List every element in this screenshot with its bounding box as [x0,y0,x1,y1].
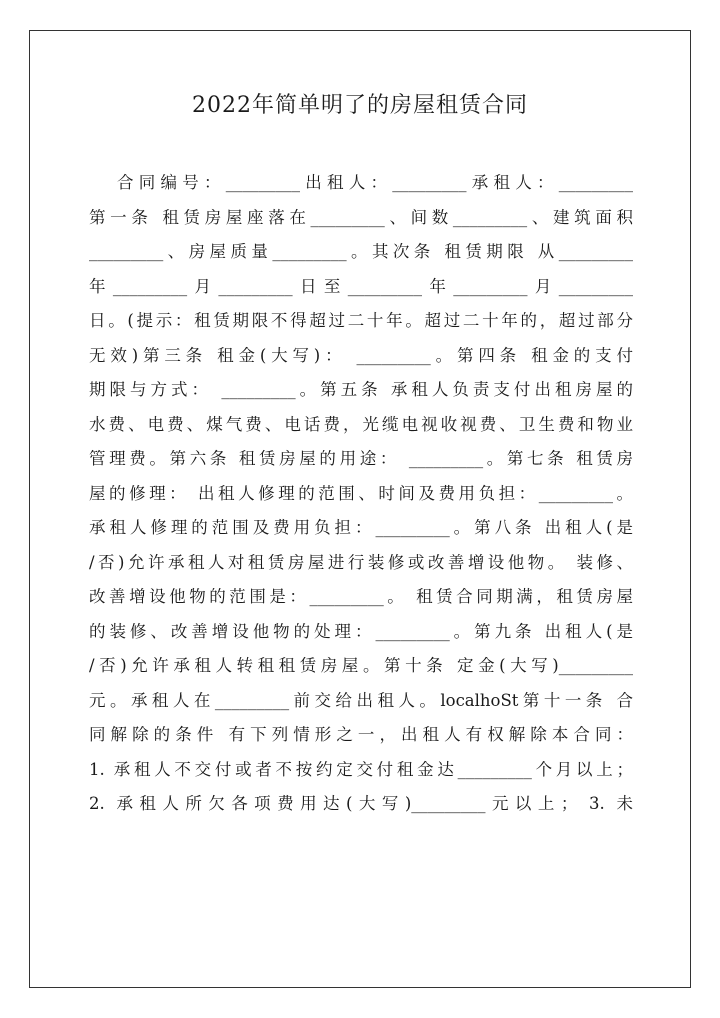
body-line: 第一条 租赁房屋座落在_________、间数_________、建筑面积 [89,207,633,227]
contract-body [89,166,633,822]
body-line: 年_________月_________日至_________年_________月_________ [89,276,633,296]
body-line: /否)允许承租人转租租赁房屋。第十条 定金(大写)_________ [89,656,633,675]
body-line: 无效)第三条 租金(大写)： _________。第四条 租金的支付 [89,345,633,365]
body-line: 合同编号：_________出租人：_________承租人：_________ [117,173,633,192]
body-line: 同解除的条件 有下列情形之一，出租人有权解除本合同： [89,725,633,744]
document-title: 2022年简单明了的房屋租赁合同 [192,93,528,118]
body-line: 水费、电费、煤气费、电话费，光缆电视收视费、卫生费和物业 [89,414,633,434]
body-line: 屋的修理： 出租人修理的范围、时间及费用负担：_________。 [89,483,633,503]
body-line: 日。(提示：租赁期限不得超过二十年。超过二十年的，超过部分 [89,311,633,330]
body-line: _________、房屋质量_________。其次条 租赁期限 从_________ [89,242,633,261]
body-line: 承租人修理的范围及费用负担：_________。第八条 出租人(是 [89,518,633,537]
body-line: 改善增设他物的范围是：_________。 租赁合同期满，租赁房屋 [89,587,633,606]
body-line: 的装修、改善增设他物的处理：_________。第九条 出租人(是 [89,621,633,641]
body-line: 管理费。第六条 租赁房屋的用途： _________。第七条 租赁房 [89,449,633,468]
body-line: 1. 承租人不交付或者不按约定交付租金达_________个月以上； [89,759,633,779]
body-line: /否)允许承租人对租赁房屋进行装修或改善增设他物。 装修、 [89,552,633,572]
body-line: 2. 承租人所欠各项费用达(大写)_________元以上； 3. 未 [89,794,633,813]
body-line: 期限与方式： _________。第五条 承租人负责支付出租房屋的 [89,380,633,399]
body-line: 元。承租人在_________前交给出租人。localhoSt第十一条 合 [89,690,633,710]
